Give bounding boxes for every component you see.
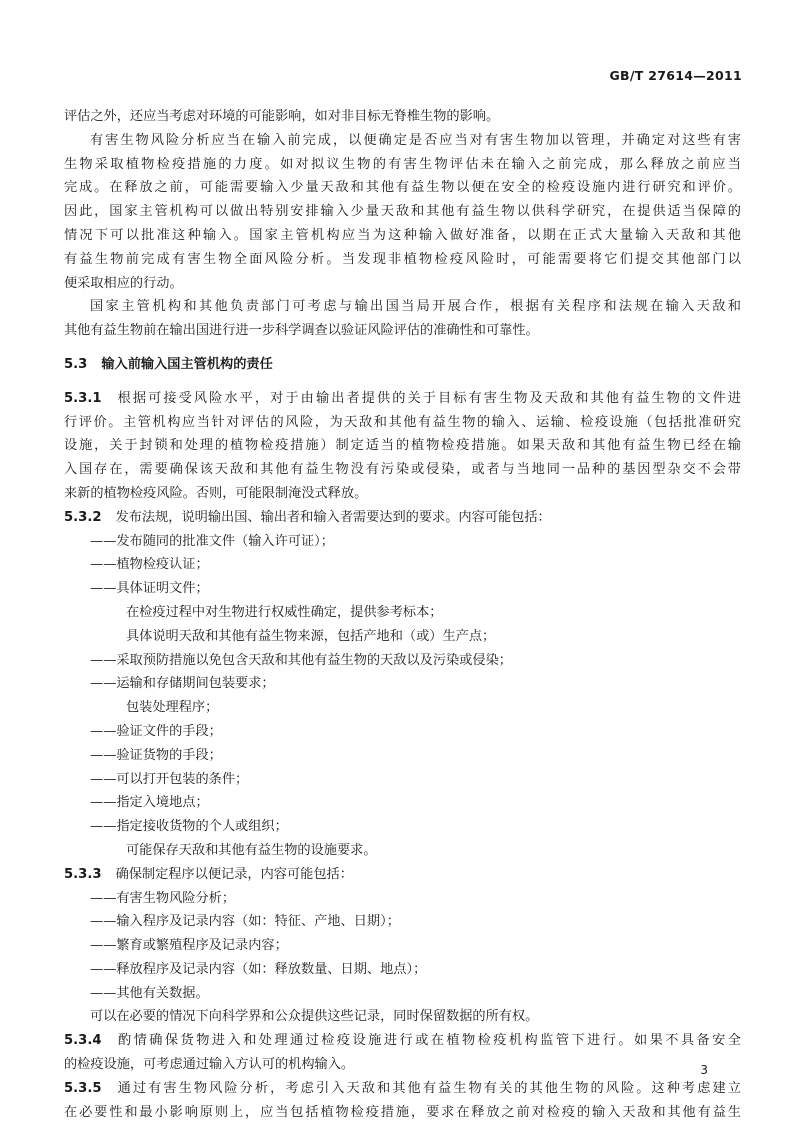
text-line: 的检疫设施，可考虑通过输入方认可的机构输入。: [64, 1057, 355, 1073]
standard-code: GB/T 27614—2011: [609, 68, 742, 83]
clause-line: 5.3.1 根据可接受风险水平，对于由输出者提供的关于目标有害生物及天敌和其他有益生物的文件进: [64, 390, 741, 406]
list-item: ——其他有关数据。: [90, 985, 209, 1001]
list-item: ——指定接收货物的个人或组织；: [90, 819, 288, 835]
text-line: 可以在必要的情况下向科学界和公众提供这些记录，同时保留数据的所有权。: [90, 1009, 539, 1025]
list-item: ——验证文件的手段；: [90, 723, 222, 739]
list-item: ——运输和存储期间包装要求；: [90, 676, 275, 692]
text-line: 评估之外，还应当考虑对环境的可能影响，如对非目标无脊椎生物的影响。: [64, 109, 500, 124]
text-line: 完成。在释放之前，可能需要输入少量天敌和其他有益生物以便在安全的检疫设施内进行研究和评价。: [64, 180, 741, 196]
clause-line: 5.3.3 确保制定程序以便记录，内容可能包括：: [64, 866, 353, 882]
text-line: 设施，关于封锁和处理的植物检疫措施）制定适当的植物检疫措施。如果天敌和其他有益生物已经在输: [64, 438, 741, 454]
text-line: 其他有益生物前在输出国进行进一步科学调查以验证风险评估的准确性和可靠性。: [64, 323, 539, 339]
clause-number: 5.3.5: [64, 1080, 102, 1096]
text-line: 因此，国家主管机构可以做出特别安排输入少量天敌和其他有益生物以供科学研究，在提供适当保障的: [64, 204, 741, 220]
section-heading: [64, 353, 741, 377]
text-line: 来新的植物检疫风险。否则，可能限制淹没式释放。: [64, 485, 368, 501]
list-item: ——采取预防措施以免包含天敌和其他有益生物的天敌以及污染或侵染；: [90, 652, 512, 668]
list-item: ——可以打开包装的条件；: [90, 771, 249, 787]
text-line: 生物采取植物检疫措施的力度。如对拟议生物的有害生物评估未在输入之前完成，那么释放之前应当: [64, 156, 741, 172]
clause-line: 5.3.5 通过有害生物风险分析，考虑引入天敌和其他有益生物有关的其他生物的风险。这种考虑建立: [64, 1080, 741, 1096]
list-item: ——输入程序及记录内容（如：特征、产地、日期）；: [90, 914, 400, 930]
clause-number: 5.3.4: [64, 1033, 102, 1049]
list-item: ——植物检疫认证；: [90, 557, 209, 573]
page-number: 3: [700, 1063, 708, 1077]
text-line: 在必要性和最小影响原则上，应当包括植物检疫措施，要求在释放之前对检疫的输入天敌和其他有益生: [64, 1104, 741, 1120]
list-item: ——发布随同的批准文件（输入许可证）；: [90, 533, 334, 549]
clause-line: 5.3.2 发布法规，说明输出国、输出者和输入者需要达到的要求。内容可能包括：: [64, 509, 551, 525]
text-line: 有害生物风险分析应当在输入前完成，以便确定是否应当对有害生物加以管理，并确定对这些有害: [90, 132, 741, 148]
list-subitem: 具体说明天敌和其他有益生物来源，包括产地和（或）生产点；: [126, 628, 496, 644]
list-subitem: 包装处理程序；: [126, 700, 219, 716]
list-subitem: 在检疫过程中对生物进行权威性确定，提供参考标本；: [126, 604, 443, 620]
text-line: 便采取相应的行动。: [64, 275, 183, 291]
list-item: ——验证货物的手段；: [90, 747, 222, 763]
list-item: ——具体证明文件；: [90, 581, 209, 597]
section-title: 输入前输入国主管机构的责任: [101, 356, 273, 372]
text-line: 有益生物前完成有害生物全面风险分析。当发现非植物检疫风险时，可能需要将它们提交其他部门以: [64, 251, 741, 267]
clause-number: 5.3.1: [64, 390, 102, 406]
clause-line: 5.3.4 酌情确保货物进入和处理通过检疫设施进行或在植物检疫机构监管下进行。如果不具备安全: [64, 1033, 741, 1049]
list-item: ——释放程序及记录内容（如：释放数量、日期、地点）；: [90, 961, 427, 977]
clause-number: 5.3.2: [64, 509, 102, 525]
text-line: 国家主管机构和其他负责部门可考虑与输出国当局开展合作，根据有关程序和法规在输入天敌和: [90, 299, 741, 315]
text-line: 行评价。主管机构应当针对评估的风险，为天敌和其他有益生物的输入、运输、检疫设施（包括批准研究: [64, 414, 741, 430]
clause-number: 5.3.3: [64, 866, 102, 882]
document-body: [64, 105, 741, 1124]
list-item: ——有害生物风险分析；: [90, 890, 236, 906]
list-item: ——繁育或繁殖程序及记录内容；: [90, 938, 288, 954]
section-number: 5.3: [64, 356, 88, 372]
text-line: 情况下可以批准这种输入。国家主管机构应当为这种输入做好准备，以期在正式大量输入天敌和其他: [64, 227, 741, 243]
text-line: 入国存在，需要确保该天敌和其他有益生物没有污染或侵染，或者与当地同一品种的基因型杂交不会带: [64, 462, 741, 478]
list-subitem: 可能保存天敌和其他有益生物的设施要求。: [126, 842, 377, 858]
list-item: ——指定入境地点；: [90, 795, 209, 811]
